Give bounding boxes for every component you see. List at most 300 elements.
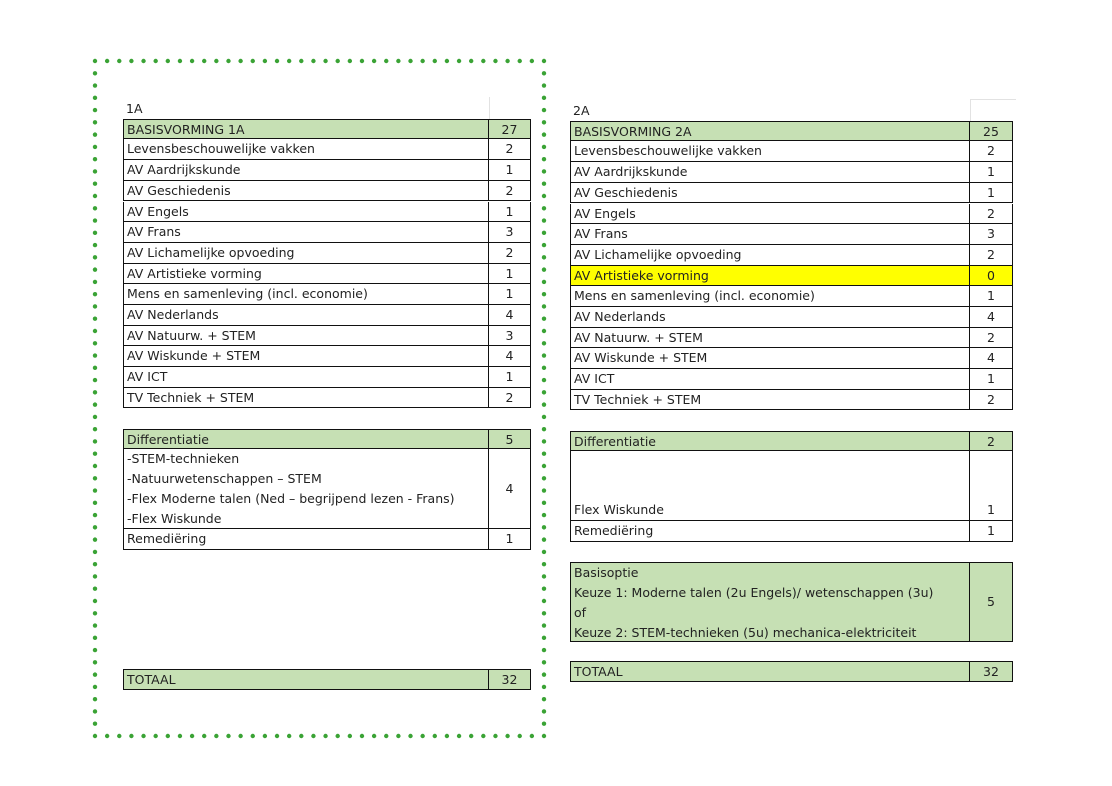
frame-dot <box>93 574 97 578</box>
frame-dot <box>469 59 473 63</box>
subject-row-value: 4 <box>489 305 531 326</box>
frame-dot <box>93 341 97 345</box>
frame-dot <box>542 574 546 578</box>
subject-row-label: AV ICT <box>570 369 970 390</box>
frame-dot <box>396 734 400 738</box>
frame-dot <box>93 439 97 443</box>
frame-dot <box>129 734 133 738</box>
frame-dot <box>542 402 546 406</box>
totaal-row-value: 32 <box>970 661 1013 682</box>
diff-block-row-label <box>123 449 489 529</box>
subject-row-label: Levensbeschouwelijke vakken <box>123 139 489 160</box>
subject-row-label: AV Geschiedenis <box>123 181 489 202</box>
frame-dot <box>93 267 97 271</box>
subject-row-label: AV Engels <box>123 202 489 223</box>
frame-dot <box>299 59 303 63</box>
frame-dot <box>542 648 546 652</box>
diff-block-row-line: -STEM-technieken <box>127 451 240 467</box>
frame-dot <box>336 734 340 738</box>
frame-dot <box>299 734 303 738</box>
frame-dot <box>542 697 546 701</box>
totaal-row <box>123 669 531 690</box>
subject-row-label: AV Aardrijkskunde <box>123 160 489 181</box>
frame-dot <box>93 525 97 529</box>
frame-dot <box>542 476 546 480</box>
basis-header-row <box>123 119 531 140</box>
frame-dot <box>445 734 449 738</box>
frame-dot <box>93 317 97 321</box>
frame-dot <box>542 488 546 492</box>
subject-row <box>123 139 531 160</box>
frame-dot <box>311 734 315 738</box>
gridline <box>970 99 971 121</box>
frame-dot <box>93 71 97 75</box>
subject-row <box>570 348 1013 369</box>
diff-header-row-label: Differentiatie <box>123 429 489 450</box>
frame-dot <box>469 734 473 738</box>
basis-header-row-label: BASISVORMING 1A <box>123 119 489 140</box>
frame-dot <box>542 709 546 713</box>
subject-row-label: AV Frans <box>570 224 970 245</box>
frame-dot <box>542 304 546 308</box>
remediering-row-label: Remediëring <box>123 529 489 550</box>
frame-dot <box>542 685 546 689</box>
basisoptie-row-value: 5 <box>970 562 1013 642</box>
frame-dot <box>93 120 97 124</box>
subject-row <box>570 183 1013 204</box>
subject-row <box>570 286 1013 307</box>
frame-dot <box>263 734 267 738</box>
frame-dot <box>542 464 546 468</box>
frame-dot <box>93 169 97 173</box>
frame-dot <box>542 108 546 112</box>
frame-dot <box>93 722 97 726</box>
subject-row <box>570 390 1013 411</box>
subject-row <box>570 141 1013 162</box>
frame-dot <box>396 59 400 63</box>
frame-dot <box>93 366 97 370</box>
frame-dot <box>542 537 546 541</box>
frame-dot <box>93 685 97 689</box>
subject-row-value: 2 <box>489 243 531 264</box>
frame-dot <box>141 59 145 63</box>
frame-dot <box>542 562 546 566</box>
subject-row <box>570 369 1013 390</box>
frame-dot <box>420 59 424 63</box>
frame-dot <box>93 427 97 431</box>
frame-dot <box>360 59 364 63</box>
subject-row-label: TV Techniek + STEM <box>570 390 970 411</box>
frame-dot <box>542 59 546 63</box>
title-row-value <box>970 99 1013 121</box>
subject-row-value: 3 <box>970 224 1013 245</box>
subject-row-label: AV Natuurw. + STEM <box>123 326 489 347</box>
frame-dot <box>542 71 546 75</box>
subject-row-value: 4 <box>489 346 531 367</box>
frame-dot <box>93 96 97 100</box>
frame-dot <box>323 734 327 738</box>
frame-dot <box>518 734 522 738</box>
subject-row-value: 1 <box>970 369 1013 390</box>
frame-dot <box>93 108 97 112</box>
basisoptie-row-label <box>570 562 970 642</box>
frame-dot <box>202 59 206 63</box>
subject-row-value: 2 <box>970 245 1013 266</box>
remediering-row-value: 1 <box>970 521 1013 542</box>
frame-dot <box>153 59 157 63</box>
title-row-label: 1A <box>126 101 143 116</box>
subject-row-label: AV Wiskunde + STEM <box>123 346 489 367</box>
frame-dot <box>323 59 327 63</box>
frame-dot <box>542 83 546 87</box>
frame-dot <box>93 83 97 87</box>
frame-dot <box>542 194 546 198</box>
diff-block-row <box>570 451 1013 521</box>
frame-dot <box>542 378 546 382</box>
frame-dot <box>93 562 97 566</box>
frame-dot <box>542 145 546 149</box>
frame-dot <box>542 452 546 456</box>
frame-dot <box>275 59 279 63</box>
table-1a <box>123 97 531 697</box>
frame-dot <box>117 59 121 63</box>
frame-dot <box>372 59 376 63</box>
frame-dot <box>311 59 315 63</box>
diff-block-row-value-text: 1 <box>987 502 995 518</box>
frame-dot <box>105 59 109 63</box>
frame-dot <box>542 353 546 357</box>
frame-dot <box>226 59 230 63</box>
diff-block-row-label <box>570 451 970 521</box>
title-row-value <box>489 97 531 119</box>
subject-row <box>123 284 531 305</box>
frame-dot <box>93 182 97 186</box>
frame-dot <box>542 267 546 271</box>
frame-dot <box>214 59 218 63</box>
frame-dot <box>542 157 546 161</box>
frame-dot <box>420 734 424 738</box>
frame-dot <box>433 734 437 738</box>
remediering-row <box>123 529 531 550</box>
subject-row-label: AV Artistieke vorming <box>570 266 970 287</box>
frame-dot <box>93 537 97 541</box>
diff-block-row-line: Flex Wiskunde <box>574 502 664 518</box>
frame-dot <box>384 734 388 738</box>
subject-row-label: AV Nederlands <box>570 307 970 328</box>
frame-dot <box>93 194 97 198</box>
subject-row-label: Mens en samenleving (incl. economie) <box>123 284 489 305</box>
gridline <box>970 99 1016 100</box>
frame-dot <box>384 59 388 63</box>
basis-header-row <box>570 121 1013 142</box>
frame-dot <box>542 734 546 738</box>
subject-row-value: 1 <box>489 284 531 305</box>
frame-dot <box>141 734 145 738</box>
basisoptie-row-line: Keuze 1: Moderne talen (2u Engels)/ wetenschappen (3u) <box>574 584 934 600</box>
frame-dot <box>251 734 255 738</box>
frame-dot <box>542 611 546 615</box>
subject-row-value: 3 <box>489 326 531 347</box>
frame-dot <box>348 59 352 63</box>
basisoptie-row-line: Keuze 2: STEM-technieken (5u) mechanica-elektriciteit <box>574 624 917 640</box>
frame-dot <box>542 672 546 676</box>
frame-dot <box>263 59 267 63</box>
frame-dot <box>93 599 97 603</box>
diff-header-row-value: 2 <box>970 431 1013 452</box>
frame-dot <box>408 734 412 738</box>
frame-dot <box>542 341 546 345</box>
frame-dot <box>542 415 546 419</box>
basis-header-row-value: 27 <box>489 119 531 140</box>
frame-dot <box>93 660 97 664</box>
title-row-label: 2A <box>573 103 590 118</box>
subject-row-value: 2 <box>970 328 1013 349</box>
diff-block-row-value <box>970 451 1013 521</box>
subject-row <box>570 224 1013 245</box>
frame-dot <box>408 59 412 63</box>
frame-dot <box>93 672 97 676</box>
frame-dot <box>93 329 97 333</box>
frame-dot <box>93 464 97 468</box>
frame-dot <box>93 280 97 284</box>
subject-row-label: AV Nederlands <box>123 305 489 326</box>
subject-row-value: 1 <box>970 183 1013 204</box>
frame-dot <box>542 96 546 100</box>
subject-row-value: 1 <box>489 202 531 223</box>
subject-row-value: 2 <box>970 390 1013 411</box>
diff-block-row-value: 4 <box>489 449 531 529</box>
frame-dot <box>166 734 170 738</box>
frame-dot <box>93 623 97 627</box>
frame-dot <box>93 157 97 161</box>
frame-dot <box>93 611 97 615</box>
subject-row-value: 2 <box>489 139 531 160</box>
frame-dot <box>93 587 97 591</box>
frame-dot <box>542 182 546 186</box>
frame-dot <box>530 59 534 63</box>
frame-dot <box>542 501 546 505</box>
frame-dot <box>93 415 97 419</box>
subject-row <box>123 346 531 367</box>
subject-row-value: 2 <box>489 181 531 202</box>
subject-row-label: AV Artistieke vorming <box>123 264 489 285</box>
totaal-row-label: TOTAAL <box>123 669 489 690</box>
frame-dot <box>93 709 97 713</box>
subject-row <box>570 328 1013 349</box>
frame-dot <box>93 734 97 738</box>
frame-dot <box>505 734 509 738</box>
frame-dot <box>93 132 97 136</box>
frame-dot <box>542 722 546 726</box>
frame-dot <box>93 231 97 235</box>
frame-dot <box>542 206 546 210</box>
frame-dot <box>542 587 546 591</box>
subject-row-label: AV Lichamelijke opvoeding <box>123 243 489 264</box>
subject-row-label: AV ICT <box>123 367 489 388</box>
frame-dot <box>445 59 449 63</box>
frame-dot <box>493 734 497 738</box>
frame-dot <box>166 59 170 63</box>
frame-dot <box>457 59 461 63</box>
subject-row <box>123 181 531 202</box>
subject-row-label: AV Aardrijkskunde <box>570 162 970 183</box>
basisoptie-row-line: Basisoptie <box>574 564 639 580</box>
frame-dot <box>93 501 97 505</box>
subject-row-label: AV Frans <box>123 222 489 243</box>
diff-block-row <box>123 449 531 529</box>
subject-row-value: 2 <box>970 141 1013 162</box>
subject-row-label: AV Wiskunde + STEM <box>570 348 970 369</box>
subject-row-value: 1 <box>970 162 1013 183</box>
frame-dot <box>93 206 97 210</box>
frame-dot <box>93 402 97 406</box>
subject-row-label: TV Techniek + STEM <box>123 388 489 409</box>
frame-dot <box>542 169 546 173</box>
subject-row-value: 2 <box>489 388 531 409</box>
subject-row <box>123 367 531 388</box>
frame-dot <box>348 734 352 738</box>
frame-dot <box>542 218 546 222</box>
subject-row <box>123 160 531 181</box>
diff-header-row <box>570 431 1013 452</box>
frame-dot <box>178 734 182 738</box>
frame-dot <box>542 366 546 370</box>
subject-row <box>570 162 1013 183</box>
subject-row <box>123 222 531 243</box>
frame-dot <box>93 476 97 480</box>
remediering-row <box>570 521 1013 542</box>
frame-dot <box>93 243 97 247</box>
totaal-row <box>570 661 1013 682</box>
frame-dot <box>542 636 546 640</box>
frame-dot <box>214 734 218 738</box>
frame-dot <box>542 120 546 124</box>
subject-row-label: Mens en samenleving (incl. economie) <box>570 286 970 307</box>
subject-row-value: 0 <box>970 266 1013 287</box>
frame-dot <box>190 734 194 738</box>
diff-header-row-value: 5 <box>489 429 531 450</box>
title-row <box>123 97 531 119</box>
frame-dot <box>360 734 364 738</box>
frame-dot <box>542 292 546 296</box>
frame-dot <box>93 353 97 357</box>
frame-dot <box>542 513 546 517</box>
subject-row-label: AV Natuurw. + STEM <box>570 328 970 349</box>
subject-row-label: AV Lichamelijke opvoeding <box>570 245 970 266</box>
subject-row-label: Levensbeschouwelijke vakken <box>570 141 970 162</box>
frame-dot <box>93 218 97 222</box>
subject-row <box>570 245 1013 266</box>
frame-dot <box>542 231 546 235</box>
table-2a <box>570 99 1013 699</box>
frame-dot <box>238 734 242 738</box>
subject-row-value: 4 <box>970 348 1013 369</box>
frame-dot <box>117 734 121 738</box>
subject-row-value: 3 <box>489 222 531 243</box>
gridline <box>489 97 490 119</box>
frame-dot <box>93 452 97 456</box>
frame-dot <box>372 734 376 738</box>
frame-dot <box>505 59 509 63</box>
frame-dot <box>493 59 497 63</box>
basisoptie-row-line: of <box>574 604 587 620</box>
subject-row-value: 4 <box>970 307 1013 328</box>
frame-dot <box>105 734 109 738</box>
frame-dot <box>93 513 97 517</box>
frame-dot <box>481 734 485 738</box>
diff-header-row-label: Differentiatie <box>570 431 970 452</box>
subject-row <box>123 326 531 347</box>
frame-dot <box>153 734 157 738</box>
frame-dot <box>93 145 97 149</box>
frame-dot <box>93 488 97 492</box>
basisoptie-row <box>570 562 1013 642</box>
frame-dot <box>93 636 97 640</box>
frame-dot <box>93 255 97 259</box>
diff-header-row <box>123 429 531 450</box>
frame-dot <box>129 59 133 63</box>
frame-dot <box>518 59 522 63</box>
frame-dot <box>93 292 97 296</box>
frame-dot <box>542 132 546 136</box>
subject-row-value: 1 <box>970 286 1013 307</box>
subject-row-value: 1 <box>489 367 531 388</box>
frame-dot <box>530 734 534 738</box>
remediering-row-value: 1 <box>489 529 531 550</box>
title-row <box>570 99 1013 121</box>
frame-dot <box>93 390 97 394</box>
subject-row <box>123 388 531 409</box>
frame-dot <box>457 734 461 738</box>
subject-row <box>570 266 1013 287</box>
frame-dot <box>93 59 97 63</box>
subject-row-value: 1 <box>489 160 531 181</box>
frame-dot <box>238 59 242 63</box>
frame-dot <box>433 59 437 63</box>
frame-dot <box>542 623 546 627</box>
subject-row-value: 1 <box>489 264 531 285</box>
frame-dot <box>542 525 546 529</box>
frame-dot <box>336 59 340 63</box>
subject-row <box>570 204 1013 225</box>
frame-dot <box>93 697 97 701</box>
frame-dot <box>93 648 97 652</box>
frame-dot <box>275 734 279 738</box>
frame-dot <box>287 734 291 738</box>
basis-header-row-label: BASISVORMING 2A <box>570 121 970 142</box>
frame-dot <box>542 317 546 321</box>
frame-dot <box>178 59 182 63</box>
diff-block-row-line: -Flex Moderne talen (Ned – begrijpend lezen - Frans) <box>127 491 455 507</box>
frame-dot <box>542 390 546 394</box>
frame-dot <box>93 378 97 382</box>
subject-row <box>570 307 1013 328</box>
subject-row <box>123 243 531 264</box>
frame-dot <box>93 304 97 308</box>
totaal-row-label: TOTAAL <box>570 661 970 682</box>
subject-row-label: AV Engels <box>570 204 970 225</box>
remediering-row-label: Remediëring <box>570 521 970 542</box>
frame-dot <box>190 59 194 63</box>
frame-dot <box>542 599 546 603</box>
frame-dot <box>542 243 546 247</box>
diff-block-row-line: -Flex Wiskunde <box>127 511 222 527</box>
frame-dot <box>226 734 230 738</box>
frame-dot <box>542 255 546 259</box>
frame-dot <box>481 59 485 63</box>
frame-dot <box>287 59 291 63</box>
frame-dot <box>251 59 255 63</box>
